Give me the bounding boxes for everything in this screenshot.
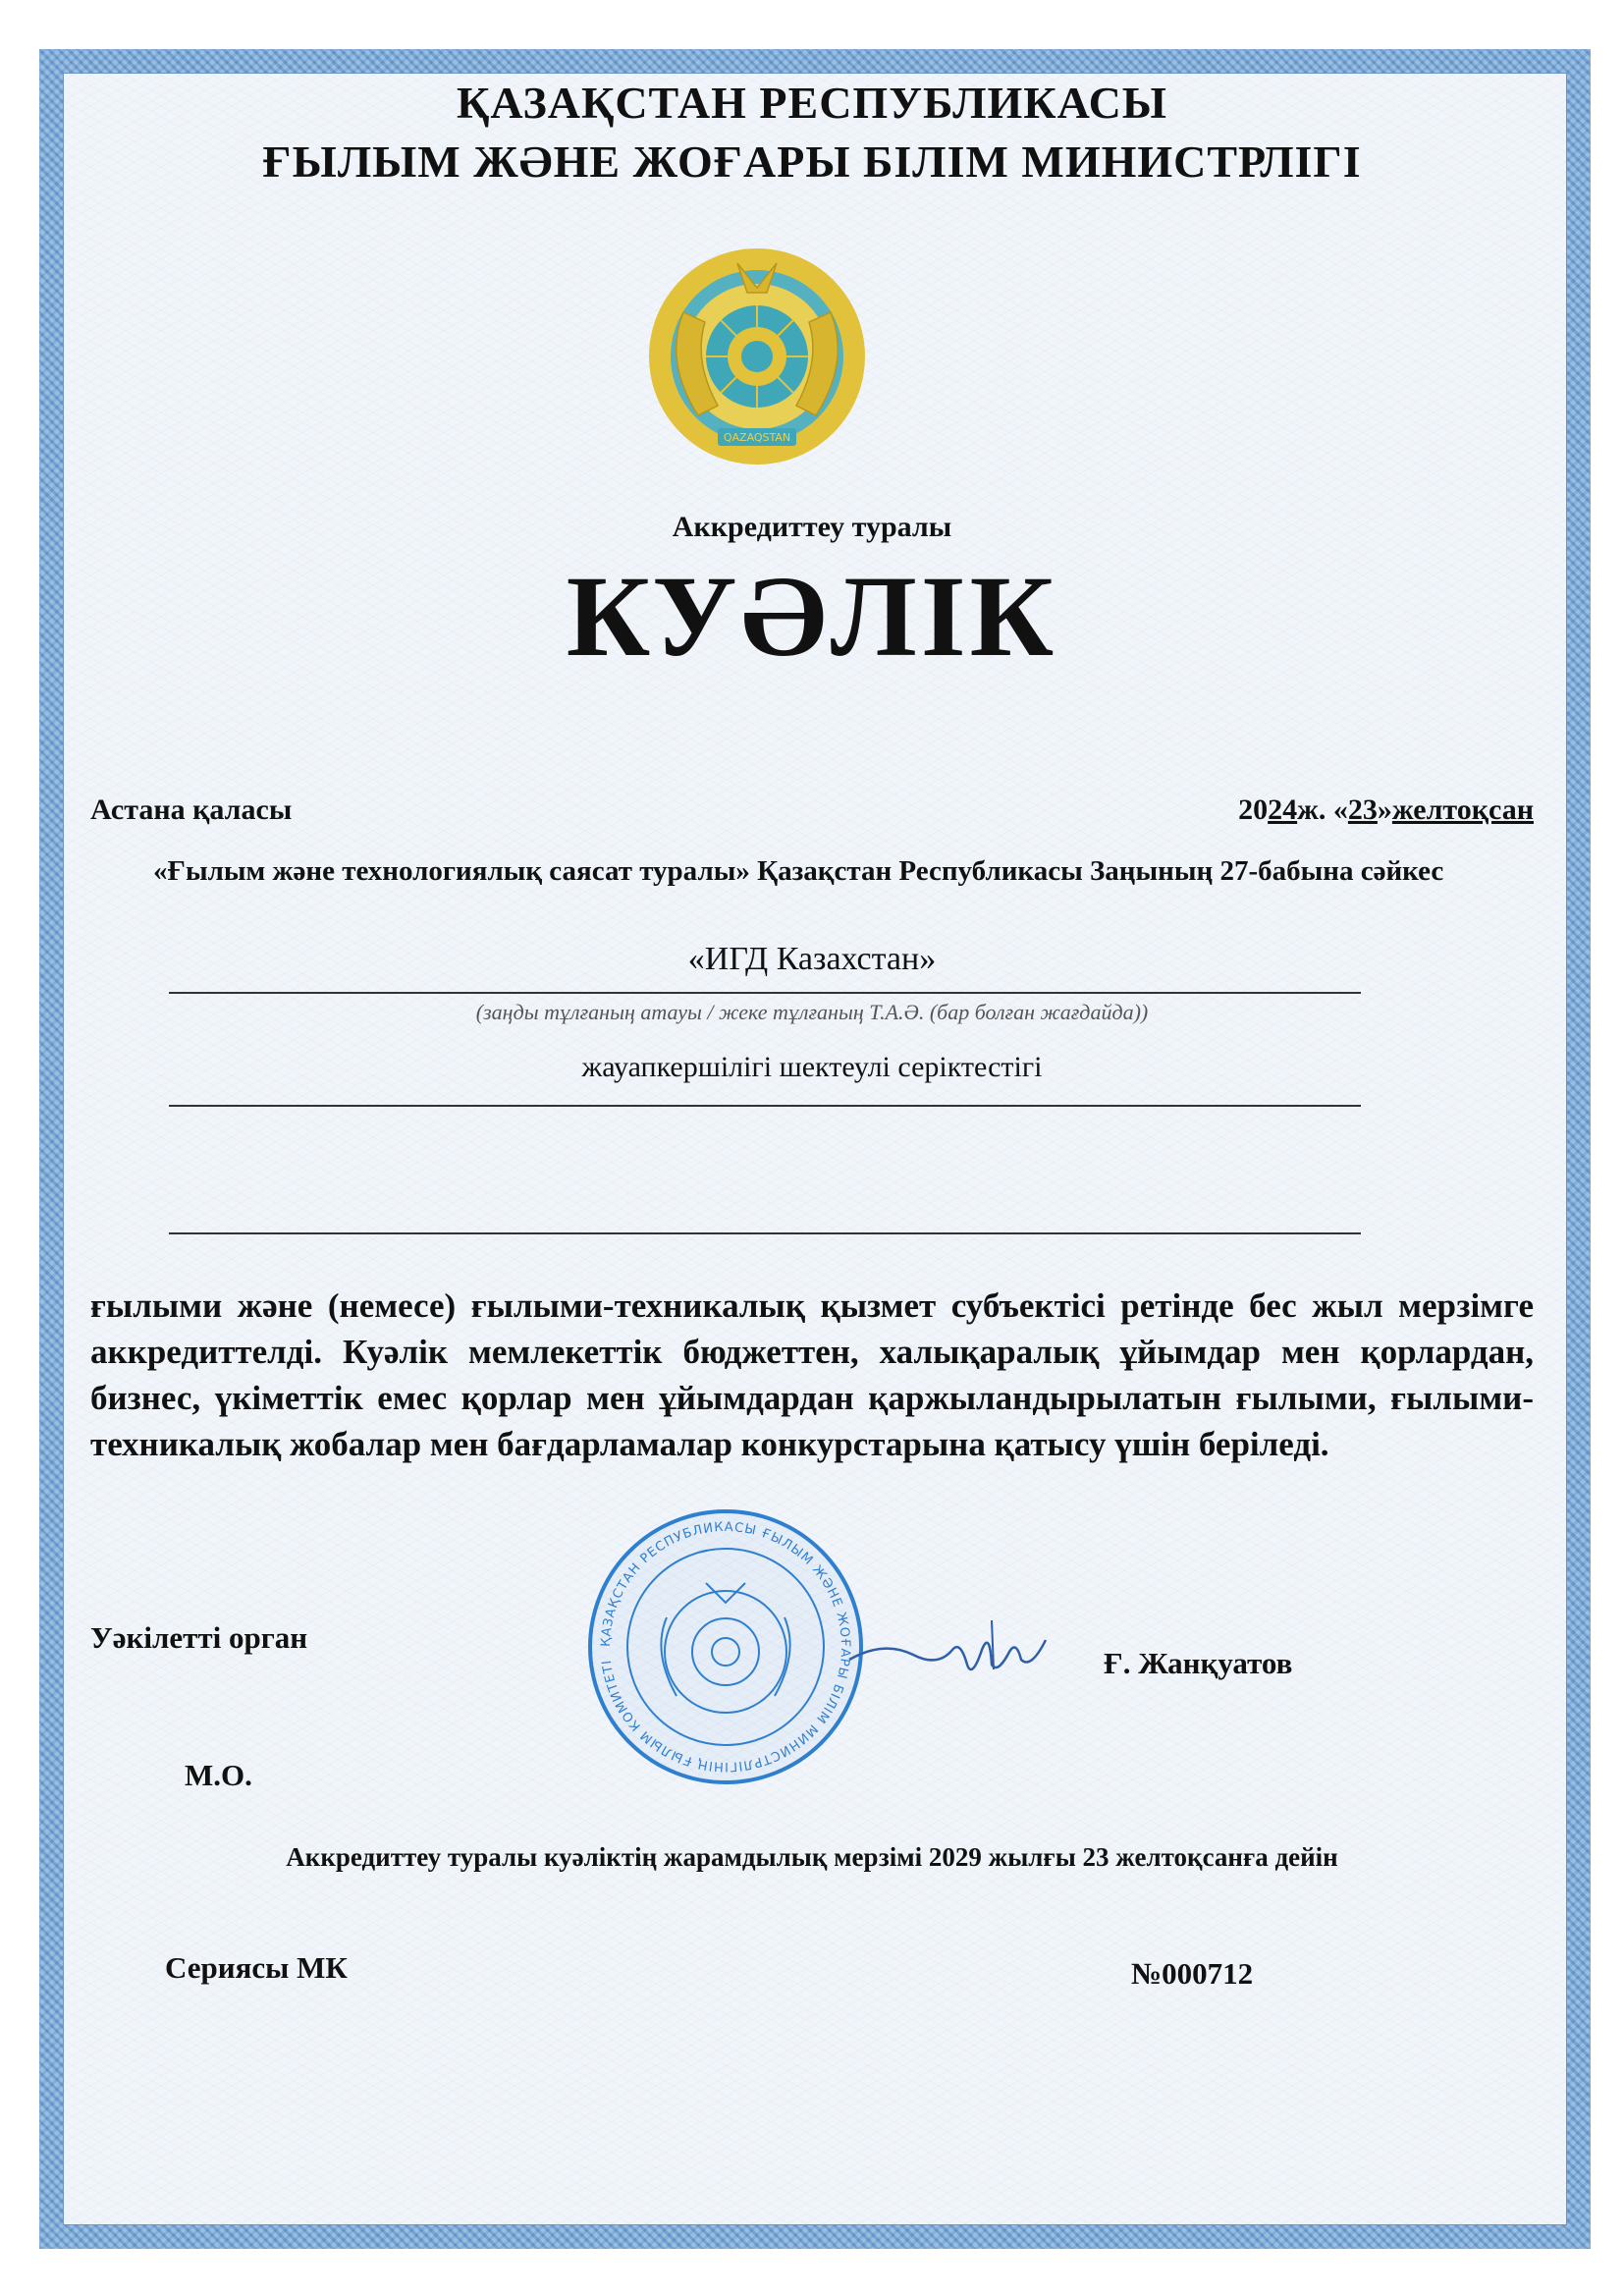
law-reference: «Ғылым және технологиялық саясат туралы» Қазақстан Республикасы Заңының 27-бабына сәйкес <box>153 855 1444 887</box>
organization-caption: (заңды тұлғаның атауы / жеке тұлғаның Т.А.Ә. (бар болған жағдайда)) <box>475 1000 1149 1024</box>
certificate-title: КУӘЛІК <box>566 552 1058 681</box>
accreditation-text: ғылыми және (немесе) ғылыми-техникалық қызмет субъектісі ретінде бес жыл мерзімге аккредиттелді. Куәлік мемлекеттік бюджеттен, халықаралық ұйымдар мен қорлардан, бизнес, үкіметтік емес қорлар мен ұйымдардан қаржыландырылатын ғылыми, ғылыми-техникалық жобалар мен бағдарламалар конкурстарына қатысу үшін беріледі. <box>90 1286 1534 1463</box>
organization-name: «ИГД Казахстан» <box>687 941 937 977</box>
official-seal-icon <box>583 1504 868 1789</box>
authority-label: Уәкілетті орган <box>90 1620 308 1655</box>
date-day-close: » <box>1377 793 1392 826</box>
date-year-suffix: 24 <box>1268 793 1298 826</box>
signer-name: Ғ. Жанқуатов <box>1104 1646 1293 1680</box>
date-day: 23 <box>1347 793 1378 826</box>
validity-statement: Аккредиттеу туралы куәліктің жарамдылық мерзімі 2029 жылғы 23 желтоқсанға дейін <box>286 1842 1338 1872</box>
state-emblem-icon <box>644 244 870 469</box>
certificate-subtitle: Аккредиттеу туралы <box>672 511 952 543</box>
certificate-number: №000712 <box>1131 1956 1254 1991</box>
ministry-heading: ҒЫЛЫМ ЖӘНЕ ЖОҒАРЫ БІЛІМ МИНИСТРЛІГІ <box>262 137 1362 187</box>
date-year-prefix: 20 <box>1238 793 1269 826</box>
name-underline <box>169 992 1361 994</box>
date-day-open: « <box>1332 793 1348 826</box>
seal-place-label: М.О. <box>185 1758 252 1792</box>
seal-text: ҚАЗАҚСТАН РЕСПУБЛИКАСЫ ҒЫЛЫМ ЖӘНЕ ЖОҒАРЫ БІЛІМ МИНИСТРЛІГІНІҢ ҒЫЛЫМ КОМИТЕТІ <box>598 1519 853 1775</box>
blank-underline <box>169 1232 1361 1234</box>
issue-date <box>1238 793 1534 827</box>
emblem-inscription: QAZAQSTAN <box>723 431 791 444</box>
signature-icon <box>844 1611 1070 1689</box>
date-year-mark: ж. <box>1297 793 1326 826</box>
type-underline <box>169 1105 1361 1107</box>
republic-heading: ҚАЗАҚСТАН РЕСПУБЛИКАСЫ <box>457 78 1167 128</box>
series-label: Сериясы МК <box>165 1950 348 1985</box>
issue-city: Астана қаласы <box>90 793 293 826</box>
organization-type: жауапкершілігі шектеулі серіктестігі <box>581 1051 1043 1083</box>
date-month: желтоқсан <box>1391 793 1534 826</box>
